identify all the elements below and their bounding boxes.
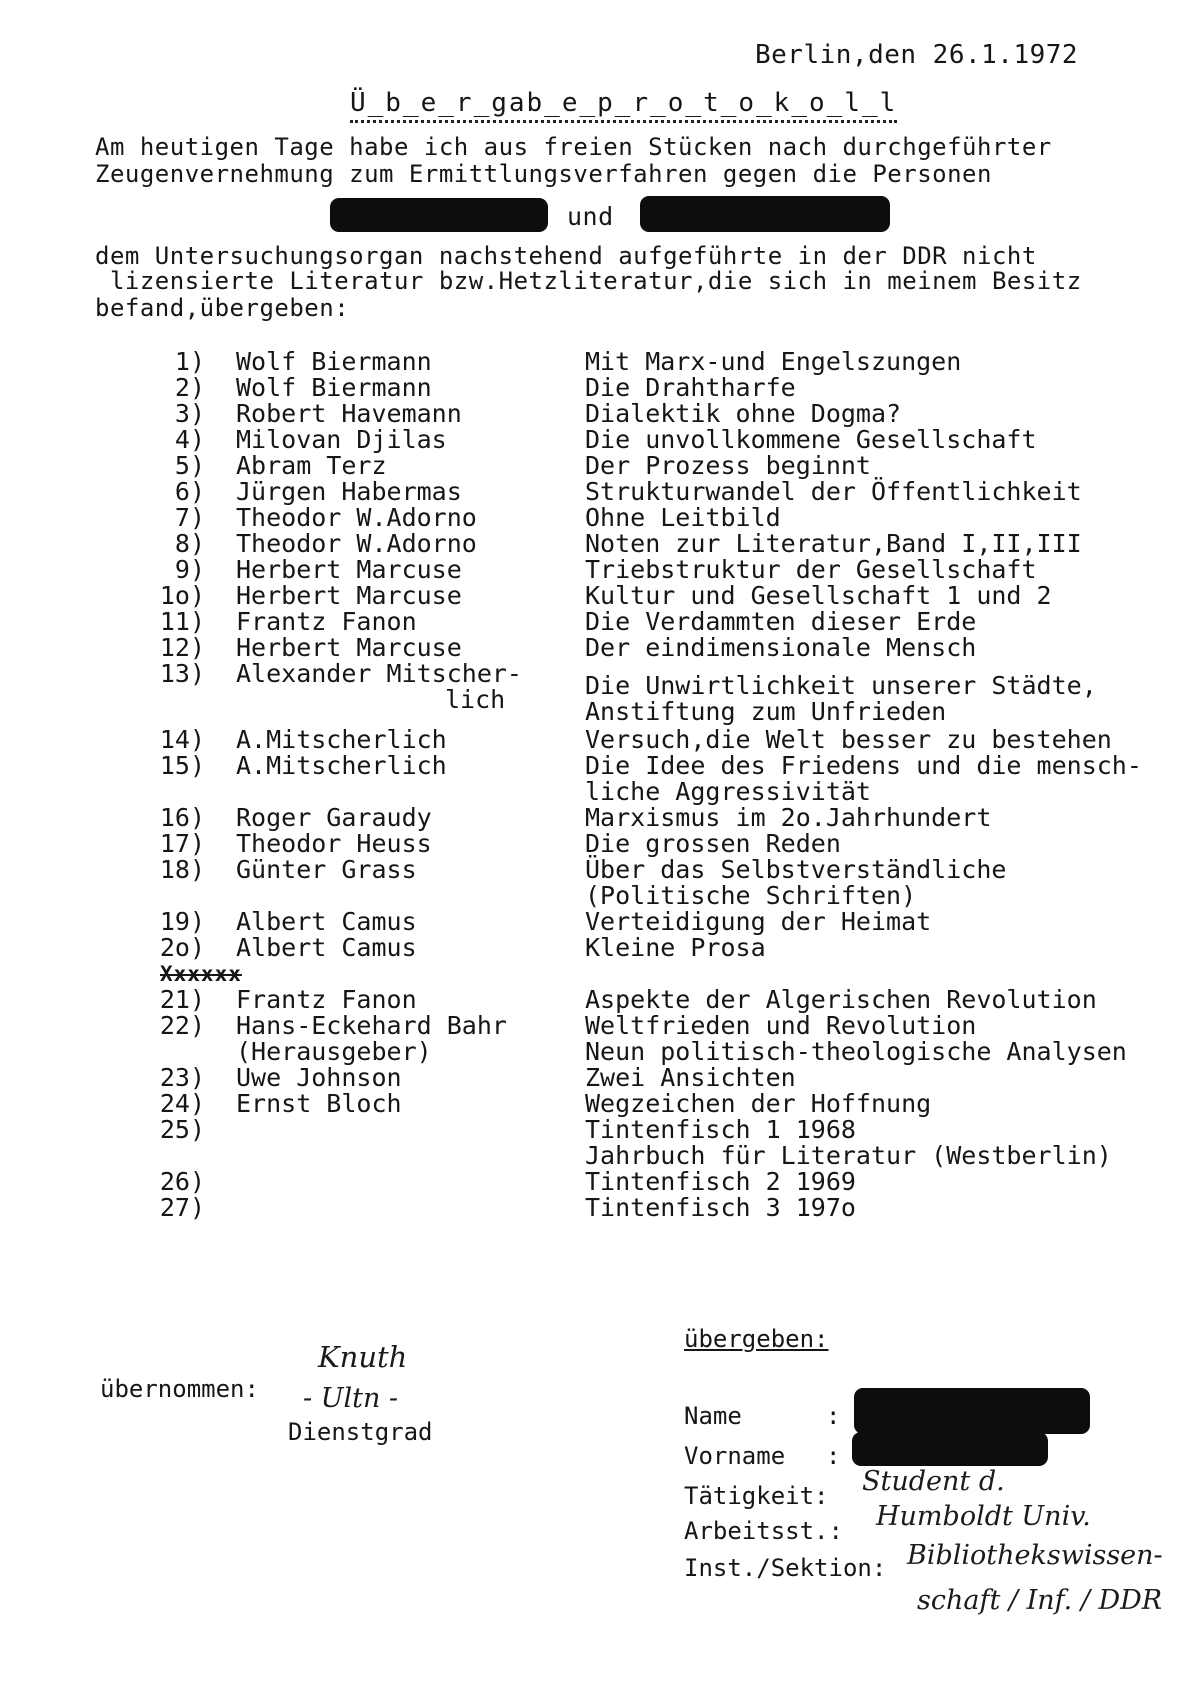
item-title-continued: Neun politisch-theologische Analysen xyxy=(585,1037,1127,1066)
item-author: Robert Havemann xyxy=(236,399,462,428)
uebergeben-heading: übergeben: xyxy=(684,1325,829,1353)
item-title: Die unvollkommene Gesellschaft xyxy=(585,425,1037,454)
item-author: Abram Terz xyxy=(236,451,387,480)
item-author-continued: lich xyxy=(445,685,506,714)
redaction-bar xyxy=(330,198,548,232)
item-number: 19) xyxy=(159,907,205,936)
item-number: 11) xyxy=(159,607,205,636)
item-title: Die Drahtharfe xyxy=(585,373,796,402)
name-colon: : xyxy=(826,1402,841,1430)
item-title: Tintenfisch 1 1968 xyxy=(585,1115,856,1144)
redaction-bar xyxy=(640,196,890,232)
item-number: 1) xyxy=(174,347,205,376)
item-title: Ohne Leitbild xyxy=(585,503,781,532)
item-author: Theodor Heuss xyxy=(236,829,432,858)
item-author-continued: (Herausgeber) xyxy=(236,1037,432,1066)
item-title: Noten zur Literatur,Band I,II,III xyxy=(585,529,1082,558)
item-number: 24) xyxy=(159,1089,205,1118)
item-number: 12) xyxy=(159,633,205,662)
item-title: Wegzeichen der Hoffnung xyxy=(585,1089,932,1118)
item-title-continued: liche Aggressivität xyxy=(585,777,871,806)
item-author: Ernst Bloch xyxy=(236,1089,402,1118)
intro-line-4: lizensierte Literatur bzw.Hetzliteratur,die sich in meinem Besitz xyxy=(95,267,1082,295)
item-number: 6) xyxy=(174,477,205,506)
institut-label: Inst./Sektion: xyxy=(684,1554,887,1582)
item-number: 2) xyxy=(174,373,205,402)
item-author: Roger Garaudy xyxy=(236,803,432,832)
intro-line-1: Am heutigen Tage habe ich aus freien Stücken nach durchgeführter xyxy=(95,133,1052,161)
item-number: 14) xyxy=(159,725,205,754)
item-number: 8) xyxy=(174,529,205,558)
item-title: Versuch,die Welt besser zu bestehen xyxy=(585,725,1112,754)
item-title-continued: Jahrbuch für Literatur (Westberlin) xyxy=(585,1141,1112,1170)
arbeitsstelle-label: Arbeitsst.: xyxy=(684,1517,843,1545)
item-number: 25) xyxy=(159,1115,205,1144)
item-title: Weltfrieden und Revolution xyxy=(585,1011,977,1040)
item-title: Die Verdammten dieser Erde xyxy=(585,607,977,636)
item-number: 4) xyxy=(174,425,205,454)
item-number: 13) xyxy=(159,659,205,688)
item-title: Verteidigung der Heimat xyxy=(585,907,932,936)
item-number: 23) xyxy=(159,1063,205,1092)
arbeitsstelle-handwritten: Humboldt Univ. xyxy=(876,1501,1091,1532)
item-title: Kultur und Gesellschaft 1 und 2 xyxy=(585,581,1052,610)
item-author: Albert Camus xyxy=(236,933,417,962)
item-title: Die Idee des Friedens und die mensch- xyxy=(585,751,1142,780)
item-author: Albert Camus xyxy=(236,907,417,936)
item-title: Zwei Ansichten xyxy=(585,1063,796,1092)
item-number: 26) xyxy=(159,1167,205,1196)
item-title: Tintenfisch 2 1969 xyxy=(585,1167,856,1196)
item-number: 16) xyxy=(159,803,205,832)
struck-out-text: Xxxxxx xyxy=(160,962,242,986)
item-title: Mit Marx-und Engelszungen xyxy=(585,347,962,376)
taetigkeit-label: Tätigkeit: xyxy=(684,1482,829,1510)
item-author: Hans-Eckehard Bahr xyxy=(236,1011,507,1040)
item-title: Die grossen Reden xyxy=(585,829,841,858)
name-label: Name xyxy=(684,1402,742,1430)
item-title: Dialektik ohne Dogma? xyxy=(585,399,902,428)
document-date: Berlin,den 26.1.1972 xyxy=(755,40,1079,70)
redaction-bar xyxy=(852,1432,1048,1466)
item-author: Herbert Marcuse xyxy=(236,581,462,610)
item-title-continued: Anstiftung zum Unfrieden xyxy=(585,697,947,726)
redaction-bar xyxy=(854,1388,1090,1434)
item-author: A.Mitscherlich xyxy=(236,751,447,780)
intro-line-3: dem Untersuchungsorgan nachstehend aufgeführte in der DDR nicht xyxy=(95,242,1037,270)
institut-handwritten-1: Bibliothekswissen- xyxy=(907,1540,1163,1571)
item-author: Herbert Marcuse xyxy=(236,633,462,662)
item-title: Über das Selbstverständliche xyxy=(585,855,1007,884)
item-author: Jürgen Habermas xyxy=(236,477,462,506)
handwritten-signature: Knuth xyxy=(318,1340,408,1374)
item-number: 27) xyxy=(159,1193,205,1222)
item-number: 9) xyxy=(174,555,205,584)
item-author: Frantz Fanon xyxy=(236,607,417,636)
item-number: 18) xyxy=(159,855,205,884)
item-author: Theodor W.Adorno xyxy=(236,529,477,558)
item-author: Günter Grass xyxy=(236,855,417,884)
taetigkeit-handwritten: Student d. xyxy=(862,1466,1005,1497)
item-title: Kleine Prosa xyxy=(585,933,766,962)
item-author: Wolf Biermann xyxy=(236,347,432,376)
item-author: A.Mitscherlich xyxy=(236,725,447,754)
intro-line-5: befand,übergeben: xyxy=(95,294,350,322)
item-author: Wolf Biermann xyxy=(236,373,432,402)
item-title: Triebstruktur der Gesellschaft xyxy=(585,555,1037,584)
intro-line-2: Zeugenvernehmung zum Ermittlungsverfahren gegen die Personen xyxy=(95,160,992,188)
item-title: Der Prozess beginnt xyxy=(585,451,871,480)
item-title-continued: (Politische Schriften) xyxy=(585,881,917,910)
item-number: 3) xyxy=(174,399,205,428)
item-author: Herbert Marcuse xyxy=(236,555,462,584)
item-number: 17) xyxy=(159,829,205,858)
item-title: Tintenfisch 3 197o xyxy=(585,1193,856,1222)
item-number: 15) xyxy=(159,751,205,780)
item-title: Strukturwandel der Öffentlichkeit xyxy=(585,477,1082,506)
item-author: Alexander Mitscher- xyxy=(236,659,522,688)
item-author: Theodor W.Adorno xyxy=(236,503,477,532)
institut-handwritten-2: schaft / Inf. / DDR xyxy=(917,1585,1163,1616)
item-number: 22) xyxy=(159,1011,205,1040)
item-title: Marxismus im 2o.Jahrhundert xyxy=(585,803,992,832)
vorname-colon: : xyxy=(826,1442,841,1470)
item-number: 21) xyxy=(159,985,205,1014)
handwritten-rank: - Ultn - xyxy=(303,1383,399,1414)
uebernommen-label: übernommen: xyxy=(100,1375,259,1403)
dienstgrad-label: Dienstgrad xyxy=(288,1418,433,1446)
document-title: Ü_b_e_r_gab_e_p_r_o_t_o_k_o_l_l xyxy=(350,88,897,123)
item-author: Uwe Johnson xyxy=(236,1063,402,1092)
item-number: 1o) xyxy=(159,581,205,610)
item-author: Frantz Fanon xyxy=(236,985,417,1014)
item-number: 7) xyxy=(174,503,205,532)
item-number: 2o) xyxy=(159,933,205,962)
item-title: Der eindimensionale Mensch xyxy=(585,633,977,662)
intro-und: und xyxy=(567,202,614,231)
vorname-label: Vorname xyxy=(684,1442,786,1470)
item-number: 5) xyxy=(174,451,205,480)
item-title: Aspekte der Algerischen Revolution xyxy=(585,985,1097,1014)
item-author: Milovan Djilas xyxy=(236,425,447,454)
item-title: Die Unwirtlichkeit unserer Städte, xyxy=(585,671,1097,700)
